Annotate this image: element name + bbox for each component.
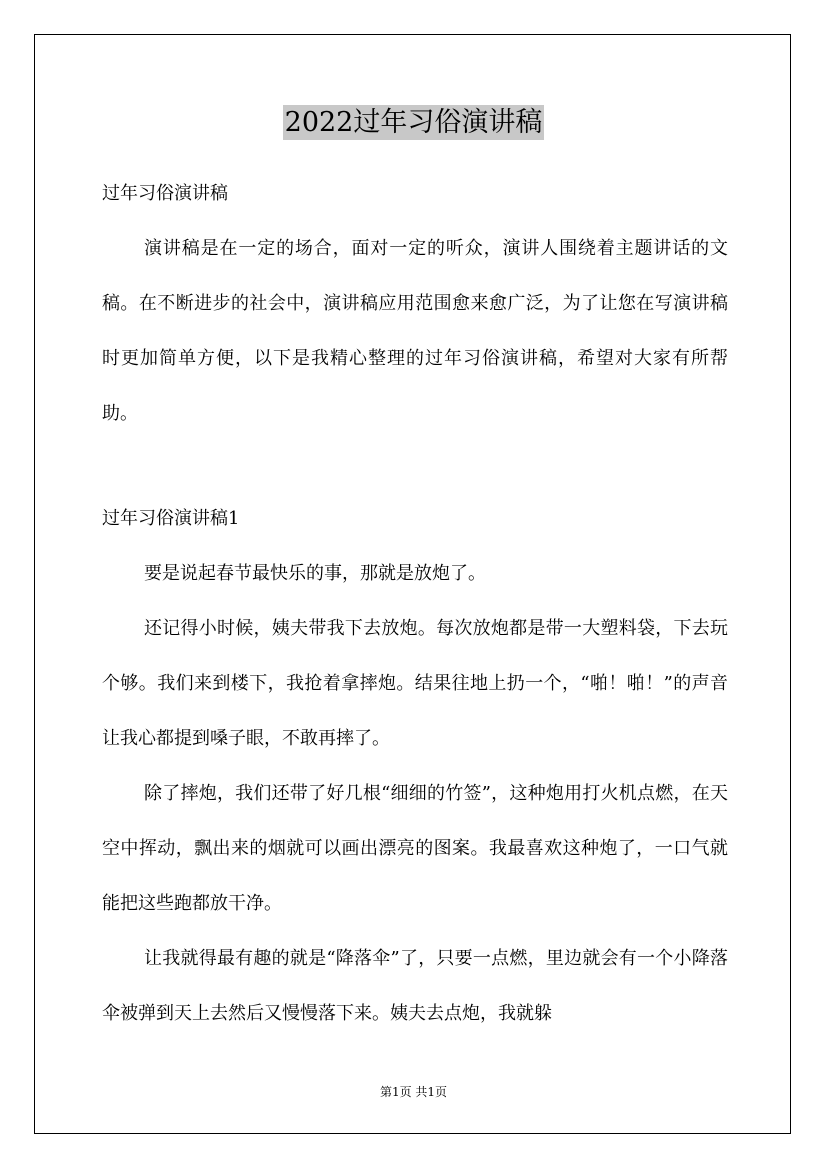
document-title: 2022过年习俗演讲稿 [284,107,543,138]
page-footer: 第1页 共1页 [379,1085,448,1099]
paragraph-2: 还记得小时候，姨夫带我下去放炮。每次放炮都是带一大塑料袋，下去玩个够。我们来到楼下，我抢着拿摔炮。结果往地上扔一个，“啪！啪！”的声音让我心都提到嗓子眼，不敢再摔了。 [102,618,728,749]
paragraph-4: 让我就得最有趣的就是“降落伞”了，只要一点燃，里边就会有一个小降落伞被弹到天上去然后又慢慢落下来。姨夫去点炮，我就躲 [102,948,728,1024]
paragraph-3: 除了摔炮，我们还带了好几根“细细的竹签”，这种炮用打火机点燃，在天空中挥动，飘出来的烟就可以画出漂亮的图案。我最喜欢这种炮了，一口气就能把这些跑都放干净。 [102,783,728,914]
intro-paragraph: 演讲稿是在一定的场合，面对一定的听众，演讲人围绕着主题讲话的文稿。在不断进步的社会中，演讲稿应用范围愈来愈广泛，为了让您在写演讲稿时更加简单方便，以下是我精心整理的过年习俗演讲稿，希望对大家有所帮助。 [102,238,728,424]
paragraph-1: 要是说起春节最快乐的事，那就是放炮了。 [144,563,486,584]
section-heading: 过年习俗演讲稿1 [102,508,240,529]
subheading: 过年习俗演讲稿 [102,183,228,204]
